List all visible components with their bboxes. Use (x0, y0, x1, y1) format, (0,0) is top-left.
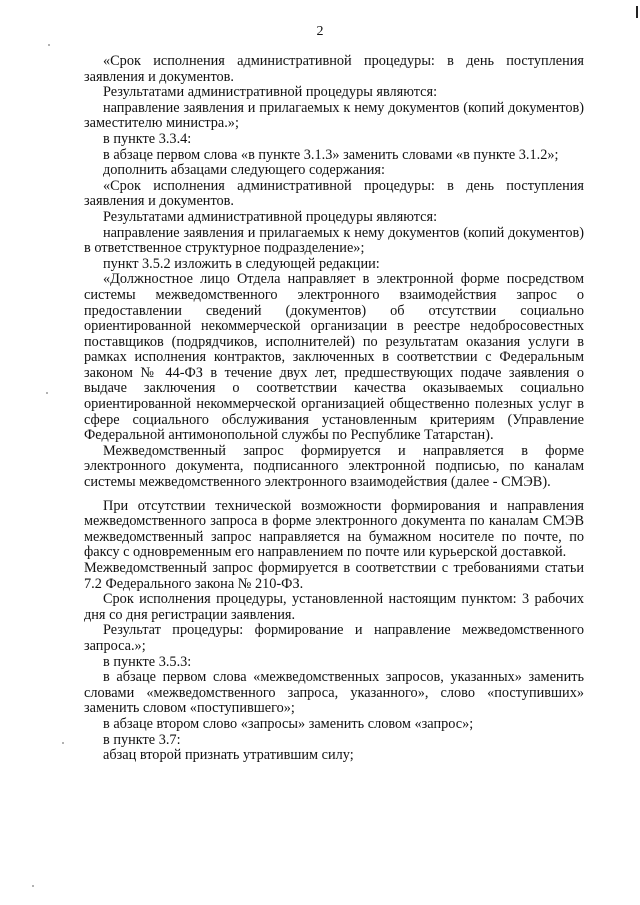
page-number: 2 (316, 24, 324, 39)
paragraph: в пункте 3.7: (103, 731, 181, 748)
paragraph: При отсутствии технической возможности формирования и направления межведомственного запроса в форме электронного документа по каналам СМЭВ межведомственный запрос направляется на бумажном носителе по почте, по факсу с одновременным его направлением по почте или курьерской доставкой. (84, 497, 584, 561)
paragraph: Результат процедуры: формирование и направление межведомственного запроса.»; (84, 622, 584, 654)
scan-speck (32, 885, 34, 887)
paragraph: абзац второй признать утратившим силу; (103, 747, 354, 764)
scan-edge-mark (636, 6, 638, 18)
document-body (84, 54, 584, 764)
paragraph: дополнить абзацами следующего содержания: (103, 162, 385, 179)
paragraph: Результатами административной процедуры являются: (103, 84, 438, 101)
scan-speck (48, 44, 50, 46)
paragraph: в абзаце первом слова «в пункте 3.1.3» заменить словами «в пункте 3.1.2»; (103, 146, 559, 163)
paragraph: направление заявления и прилагаемых к нему документов (копий документов) заместителю министра.»; (84, 99, 584, 132)
paragraph: «Должностное лицо Отдела направляет в электронной форме посредством системы межведомственного электронного взаимодействия запрос о предоставлении сведений (документов) об отсутствии социально ориентированной некоммерческой организации в реестре недобросовестных поставщиков (подрядчиков, исполнителей) по результатам оказания услуги в рамках исполнения контрактов, заключенных в соответствии с Федеральным законом № 44-ФЗ в течение двух лет, предшествующих подаче заявления о выдаче заключения о соответствии качества оказываемых социально ориентированной некоммерческой организацией общественно полезных услуг в сфере социального обслуживания установленным критериям (Управление Федеральной антимонопольной службы по Республике Татарстан). (84, 271, 584, 444)
paragraph: «Срок исполнения административной процедуры: в день поступления заявления и документов. (84, 53, 584, 85)
paragraph: Срок исполнения процедуры, установленной настоящим пунктом: 3 рабочих дня со дня регистрации заявления. (84, 591, 584, 623)
paragraph: в пункте 3.5.3: (103, 653, 192, 670)
scan-speck (62, 742, 64, 744)
paragraph: пункт 3.5.2 изложить в следующей редакции: (103, 255, 380, 272)
paragraph: в пункте 3.3.4: (103, 130, 192, 147)
paragraph: направление заявления и прилагаемых к нему документов (копий документов) в ответственное структурное подразделение»; (84, 224, 584, 257)
scan-speck (46, 392, 48, 394)
paragraph: в абзаце первом слова «межведомственных запросов, указанных» заменить словами «межведомственного запроса, указанного», слово «поступивших» заменить словом «поступившего»; (84, 669, 584, 717)
paragraph: Межведомственный запрос формируется в соответствии с требованиями статьи 7.2 Федерального закона № 210-ФЗ. (84, 560, 584, 592)
paragraph: «Срок исполнения административной процедуры: в день поступления заявления и документов. (84, 177, 584, 210)
paragraph: в абзаце втором слово «запросы» заменить словом «запрос»; (103, 715, 474, 732)
paragraph: Межведомственный запрос формируется и направляется в форме электронного документа, подписанного электронной подписью, по каналам системы межведомственного электронного взаимодействия (далее - СМЭВ). (84, 442, 584, 491)
paragraph: Результатами административной процедуры являются: (103, 208, 438, 225)
